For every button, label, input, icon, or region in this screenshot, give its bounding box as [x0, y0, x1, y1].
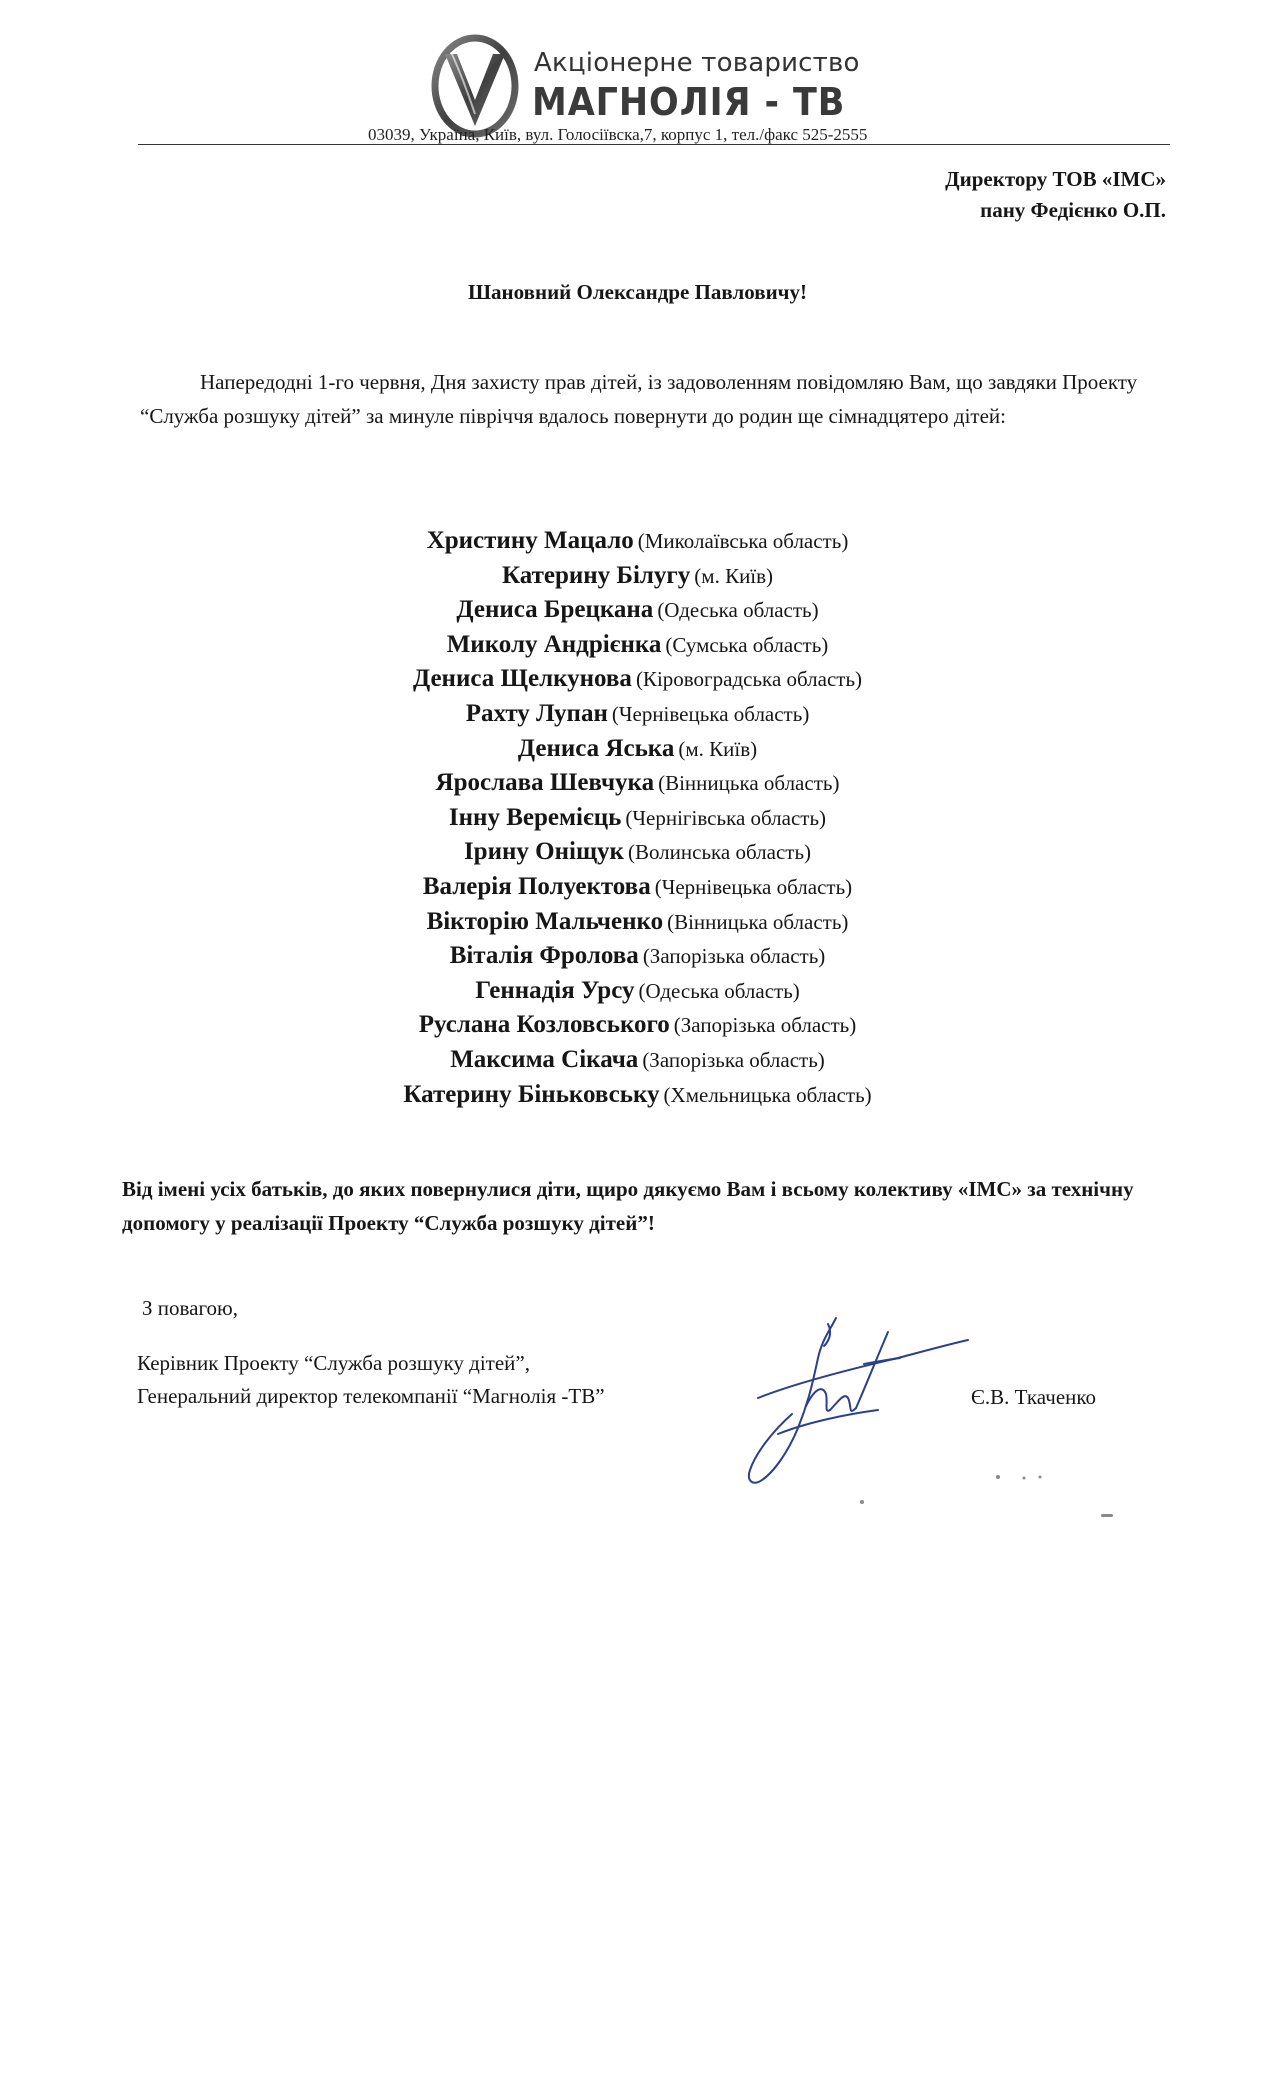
list-item [0, 662, 1275, 697]
list-item [0, 870, 1275, 905]
list-item [0, 905, 1275, 940]
list-item [0, 593, 1275, 628]
child-name: Миколу Андрієнка [446, 630, 662, 658]
list-item [0, 628, 1275, 663]
child-region: (м. Київ) [678, 736, 758, 761]
salutation: Шановний Олександре Павловичу! [467, 280, 808, 304]
org-address: 03039, Україна, Київ, вул. Голосіївска,7, корпус 1, тел./факс 525-2555 [368, 125, 868, 144]
intro-paragraph: Напередодні 1-го червня, Дня захисту прав дітей, із задоволенням повідомляю Вам, що завдяки Проекту “Служба розшуку дітей” за минуле півріччя вдалось повернути до родин ще сімнадцятеро дітей: [140, 370, 1138, 428]
list-item [0, 697, 1275, 732]
child-name: Валерія Полуектова [422, 872, 651, 900]
child-name: Дениса Щелкунова [412, 665, 632, 693]
list-item [0, 559, 1275, 594]
list-item [0, 732, 1275, 767]
child-name: Геннадія Урсу [475, 976, 635, 1004]
org-name: МАГНОЛІЯ - ТВ [532, 80, 846, 124]
list-item [0, 835, 1275, 870]
child-region: (Вінницька область) [667, 909, 849, 934]
child-name: Дениса Яська [517, 734, 675, 762]
child-region: (Хмельницька область) [663, 1082, 872, 1107]
position-line-2: Генеральний директор телекомпанії “Магнолія -ТВ” [137, 1384, 605, 1408]
child-region: (Одеська область) [657, 598, 819, 623]
child-name: Інну Веремієць [448, 803, 622, 831]
org-type: Акціонерне товариство [534, 48, 860, 78]
child-region: (Кіровоградська область) [635, 667, 863, 692]
child-name: Рахту Лупан [465, 699, 608, 727]
child-name: Катерину Біньковську [403, 1080, 660, 1108]
position-line-1: Керівник Проекту “Служба розшуку дітей”, [137, 1351, 530, 1375]
recipient-block [945, 164, 1166, 226]
child-region: (Чернівецька область) [654, 874, 853, 899]
child-region: (Сумська область) [665, 632, 829, 657]
child-name: Віталія Фролова [449, 942, 639, 970]
child-region: (Миколаївська область) [637, 529, 849, 553]
handwritten-signature-icon [718, 1310, 978, 1490]
list-item [0, 524, 1275, 559]
children-list [0, 524, 1275, 1112]
child-region: (Вінницька область) [658, 771, 840, 796]
closing-regards: З повагою, [142, 1296, 238, 1320]
child-name: Руслана Козловського [418, 1011, 670, 1039]
child-region: (Запорізька область) [642, 1047, 825, 1072]
child-name: Христину Мацало [426, 527, 634, 554]
child-name: Ірину Оніщук [463, 838, 624, 866]
list-item [0, 801, 1275, 836]
child-region: (м. Київ) [694, 563, 774, 588]
thanks-paragraph: Від імені усіх батьків, до яких повернулися діти, щиро дякуємо Вам і всьому колективу «ІМС» за технічну допомогу у реалізації Проекту “Служба розшуку дітей”! [122, 1177, 1134, 1235]
child-name: Вікторію Мальченко [426, 907, 664, 935]
child-region: (Одеська область) [638, 978, 800, 1003]
child-region: (Чернівецька область) [611, 701, 810, 726]
letterhead-divider [138, 144, 1170, 145]
list-item [0, 974, 1275, 1009]
child-name: Катерину Білугу [501, 561, 691, 589]
list-item [0, 1043, 1275, 1078]
child-region: (Запорізька область) [673, 1013, 857, 1038]
magnolia-logo-icon [431, 34, 519, 138]
list-item [0, 1078, 1275, 1113]
signatory-name: Є.В. Ткаченко [971, 1385, 1097, 1409]
child-region: (Волинська область) [627, 840, 812, 865]
list-item [0, 766, 1275, 801]
child-region: (Чернігівська область) [625, 805, 827, 830]
recipient-line-2: пану Федієнко О.П. [980, 198, 1166, 222]
list-item [0, 939, 1275, 974]
child-name: Максима Сікача [450, 1045, 639, 1073]
child-name: Дениса Брецкана [456, 596, 654, 624]
child-name: Ярослава Шевчука [435, 769, 655, 797]
list-item [0, 1008, 1275, 1043]
recipient-line-1: Директору ТОВ «ІМС» [945, 167, 1166, 191]
child-region: (Запорізька область) [642, 944, 826, 969]
